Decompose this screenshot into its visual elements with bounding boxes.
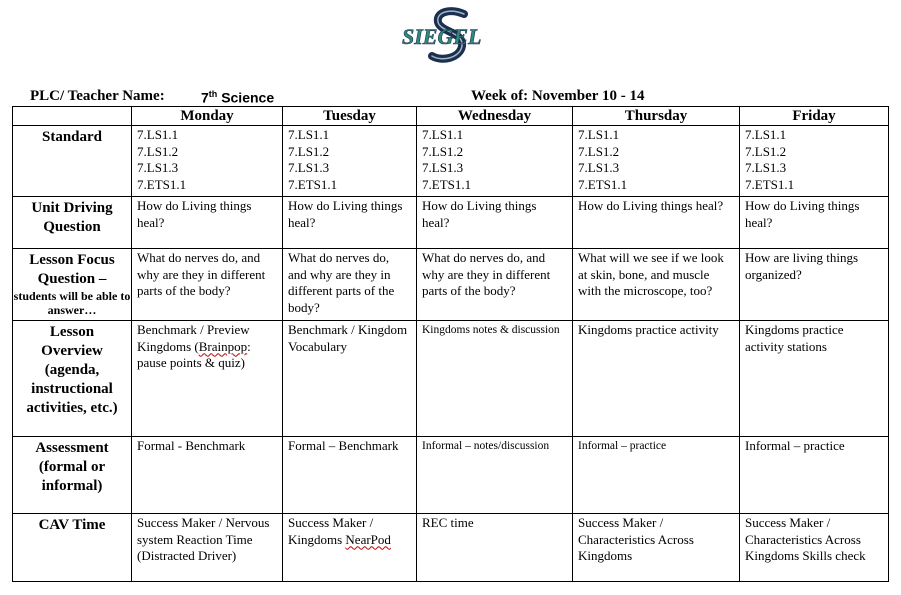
- lesson-plan-table: [12, 106, 889, 582]
- assessment-label: Assessment (formal or informal): [13, 437, 132, 514]
- driving-question-row: [13, 197, 889, 249]
- standard-monday: 7.LS1.1 7.LS1.2 7.LS1.3 7.ETS1.1: [132, 126, 283, 197]
- cav-time-label: CAV Time: [13, 514, 132, 582]
- lesson-overview-label: Lesson Overview (agenda, instructional activities, etc.): [13, 321, 132, 437]
- header-row: [30, 88, 880, 106]
- lesson-overview-wednesday: Kingdoms notes & discussion: [417, 321, 573, 437]
- corner-cell: [13, 107, 132, 126]
- driving-question-label: Unit Driving Question: [13, 197, 132, 249]
- spelling-flag: NearPod: [345, 531, 391, 547]
- assessment-thursday: Informal – practice: [573, 437, 740, 514]
- focus-question-label: Lesson Focus Question – students will be able to answer…: [13, 249, 132, 321]
- logo-wordmark: SIEGEL: [402, 24, 482, 49]
- focus-question-monday: What do nerves do, and why are they in different parts of the body?: [132, 249, 283, 321]
- assessment-row: [13, 437, 889, 514]
- lesson-overview-thursday: Kingdoms practice activity: [573, 321, 740, 437]
- day-header-row: [13, 107, 889, 126]
- assessment-wednesday: Informal – notes/discussion: [417, 437, 573, 514]
- driving-question-wednesday: How do Living things heal?: [417, 197, 573, 249]
- driving-question-monday: How do Living things heal?: [132, 197, 283, 249]
- siegel-logo-icon: [392, 6, 522, 66]
- assessment-monday: Formal - Benchmark: [132, 437, 283, 514]
- cav-time-friday: Success Maker / Characteristics Across Kingdoms Skills check: [740, 514, 889, 582]
- week-of-label: Week of: November 10 - 14: [471, 88, 645, 104]
- driving-question-tuesday: How do Living things heal?: [283, 197, 417, 249]
- standard-friday: 7.LS1.1 7.LS1.2 7.LS1.3 7.ETS1.1: [740, 126, 889, 197]
- lesson-overview-monday: Benchmark / Preview Kingdoms (Brainpop: pause points & quiz): [132, 321, 283, 437]
- school-logo: [392, 6, 522, 66]
- plc-teacher-label: PLC/ Teacher Name:: [30, 88, 165, 104]
- spelling-flag: Brainpop: [198, 338, 248, 354]
- standard-label: Standard: [13, 126, 132, 197]
- cav-time-thursday: Success Maker / Characteristics Across Kingdoms: [573, 514, 740, 582]
- focus-question-wednesday: What do nerves do, and why are they in different parts of the body?: [417, 249, 573, 321]
- standard-row: [13, 126, 889, 197]
- standard-wednesday: 7.LS1.1 7.LS1.2 7.LS1.3 7.ETS1.1: [417, 126, 573, 197]
- day-header-wednesday: Wednesday: [417, 107, 573, 126]
- lesson-overview-friday: Kingdoms practice activity stations: [740, 321, 889, 437]
- assessment-friday: Informal – practice: [740, 437, 889, 514]
- focus-question-friday: How are living things organized?: [740, 249, 889, 321]
- cav-time-tuesday: Success Maker / Kingdoms NearPod: [283, 514, 417, 582]
- assessment-tuesday: Formal – Benchmark: [283, 437, 417, 514]
- lesson-overview-row: [13, 321, 889, 437]
- day-header-tuesday: Tuesday: [283, 107, 417, 126]
- driving-question-thursday: How do Living things heal?: [573, 197, 740, 249]
- day-header-thursday: Thursday: [573, 107, 740, 126]
- day-header-friday: Friday: [740, 107, 889, 126]
- day-header-monday: Monday: [132, 107, 283, 126]
- grade-subject: 7th Science: [201, 89, 275, 106]
- cav-time-row: [13, 514, 889, 582]
- cav-time-monday: Success Maker / Nervous system Reaction Time (Distracted Driver): [132, 514, 283, 582]
- focus-question-tuesday: What do nerves do, and why are they in different parts of the body?: [283, 249, 417, 321]
- cav-time-wednesday: REC time: [417, 514, 573, 582]
- driving-question-friday: How do Living things heal?: [740, 197, 889, 249]
- standard-thursday: 7.LS1.1 7.LS1.2 7.LS1.3 7.ETS1.1: [573, 126, 740, 197]
- lesson-overview-tuesday: Benchmark / Kingdom Vocabulary: [283, 321, 417, 437]
- focus-question-row: [13, 249, 889, 321]
- standard-tuesday: 7.LS1.1 7.LS1.2 7.LS1.3 7.ETS1.1: [283, 126, 417, 197]
- focus-question-thursday: What will we see if we look at skin, bone, and muscle with the microscope, too?: [573, 249, 740, 321]
